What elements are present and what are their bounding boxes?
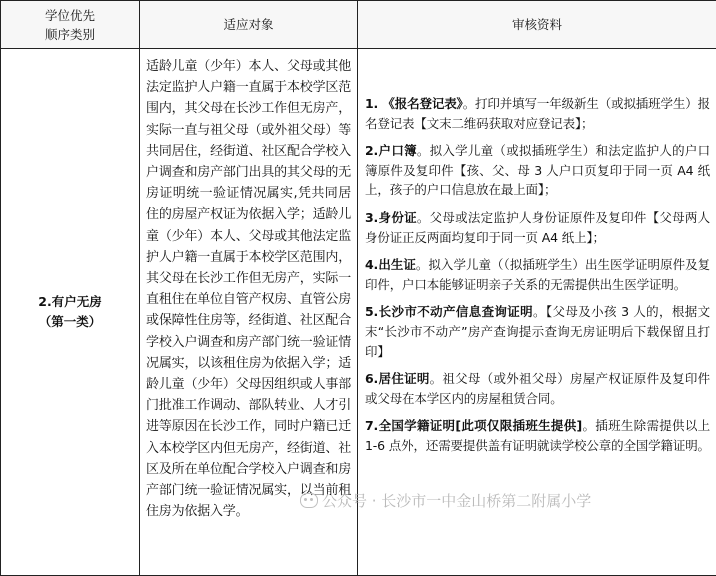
materials-item-title: 1. 《报名登记表》 [365,96,463,111]
materials-item-title: 3.身份证 [365,210,417,225]
materials-item [365,141,710,200]
materials-item [365,208,710,247]
materials-item-text: 。插班生除需提供以上 1-6 点外，还需要提供盖有证明就读学校公章的全国学籍证明。 [365,418,710,453]
header-materials: 审核资料 [358,1,716,49]
header-category [1,1,140,49]
materials-item-text: 。拟入学儿童（（拟插班学生）出生医学证明原件及复印件，户口本能够证明亲子关系的无需提供出生医学证明。 [365,257,710,292]
category-line1: 2.有户无房 [1,292,139,312]
materials-item-title: 6.居住证明 [365,371,430,386]
wechat-icon [300,493,318,508]
materials-list [365,94,710,456]
materials-item-title: 7.全国学籍证明[此项仅限插班生提供] [365,418,582,433]
watermark-text: 公众号 · 长沙市一中金山桥第二附属小学 [322,492,591,510]
materials-item [365,302,710,361]
materials-item [365,369,710,408]
materials-item-title: 4.出生证 [365,257,416,272]
materials-item [365,416,710,455]
category-cell [1,49,140,576]
materials-item-title: 5.长沙市不动产信息查询证明 [365,304,533,319]
header-row [1,1,716,49]
materials-item-text: 。【父母及小孩 3 人的，根据文末“长沙市不动产”房产查询提示查询无房证明后下载保留且打印】 [365,304,710,358]
materials-item-text: 。父母或法定监护人身份证原件及复印件【父母两人身份证正反两面均复印于同一页 A4 纸上】； [365,210,710,245]
watermark [300,490,591,511]
category-line2: （第一类） [1,312,139,332]
materials-item-text: 。祖父母（或外祖父母）房屋产权证原件及复印件或父母在本学区内的房屋租赁合同。 [365,371,710,406]
target-text: 适龄儿童（少年）本人、父母或其他法定监护人户籍一直属于本校学区范围内，其父母在长沙工作但无房产，实际一直与祖父母（或外祖父母）等共同居住，经街道、社区配合学校入户调查和房产部门出具的其父母的无房证明统一验证情况属实,凭共同居住的房屋产权证为依据入学；适龄儿童（少年）本人、父母或其他法定监护人户籍一直属于本校学区范围内，其父母在长沙工作但无房产，实际一直租住在单位自管产权房、直管公房或保障性住房等，经街道、社区配合学校入户调查和房产部门统一验证情况属实，以该租住房为依据入学；适龄儿童（少年）父母因组织或人事部门批准工作调动、部队转业、人才引进等原因在长沙工作，同时户籍已迁入本校学区内但无房产，经街道、社区及所在单位配合学校入户调查和房产部门统一验证情况属实，以当前租住房为依据入学。 [146,56,351,522]
header-target: 适应对象 [140,1,358,49]
materials-item [365,255,710,294]
header-category-line1: 学位优先 [1,6,139,25]
materials-item-text: 。拟入学儿童（或拟插班学生）和法定监护人的户口簿原件及复印件【孩、父、母 3 人户口页复印于同一页 A4 纸上，孩子的户口信息放在最上面】； [365,143,710,197]
materials-item-title: 2.户口簿 [365,143,417,158]
materials-item [365,94,710,133]
header-category-line2: 顺序类别 [1,25,139,44]
materials-item-text: 。打印并填写一年级新生（或拟插班学生）报名登记表【文末二维码获取对应登记表】； [365,96,710,131]
